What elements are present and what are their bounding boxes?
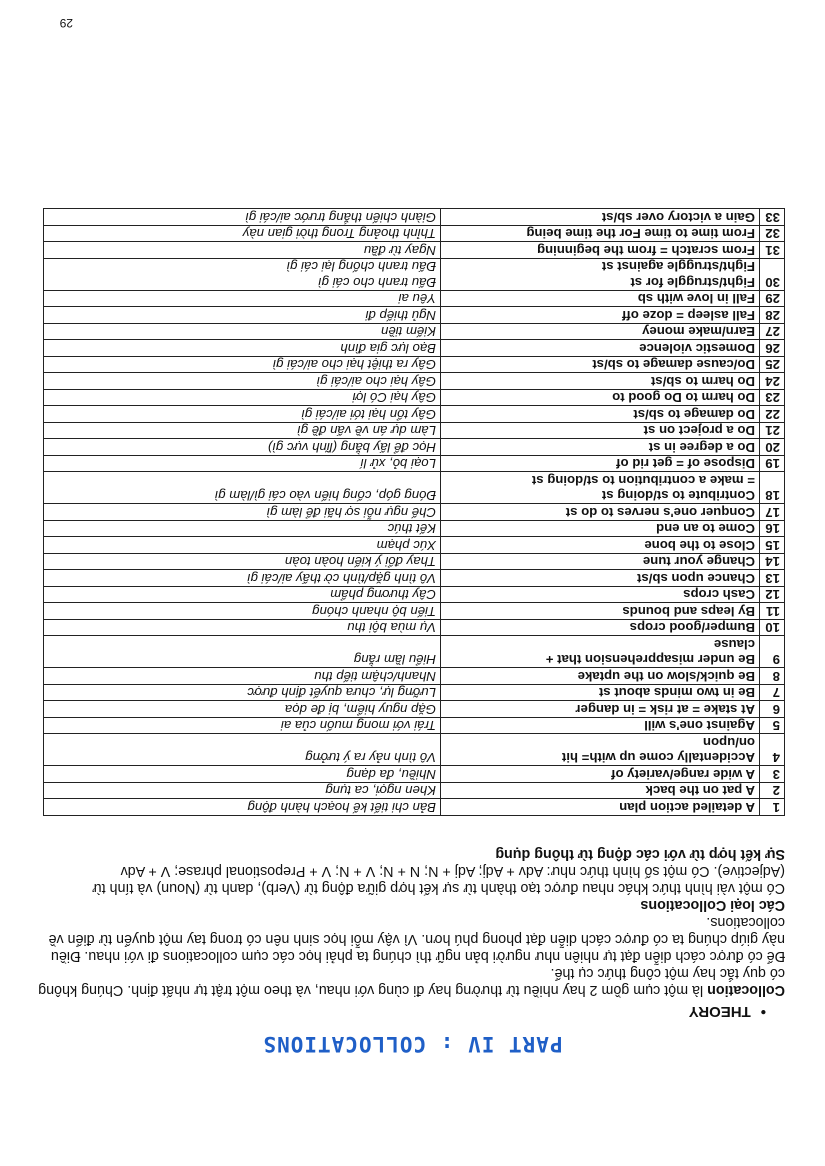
- collocation-table-body: [44, 209, 785, 816]
- table-row: [44, 587, 785, 604]
- collocation-vietnamese: [44, 570, 441, 587]
- collocation-vietnamese: [44, 685, 441, 702]
- collocation-english: [441, 291, 760, 308]
- collocation-english: [441, 521, 760, 538]
- collocation-vietnamese: [44, 423, 441, 440]
- collocation-english: [441, 390, 760, 407]
- vietnamese-line: Tiến bộ nhanh chóng: [312, 604, 436, 619]
- collocation-vietnamese: [44, 357, 441, 374]
- english-line: Come to an end: [656, 521, 755, 537]
- row-number: 32: [760, 226, 785, 243]
- row-number: 5: [760, 718, 785, 735]
- table-row: [44, 439, 785, 456]
- collocation-vietnamese: [44, 307, 441, 324]
- bullet-icon: •: [760, 1003, 766, 1020]
- row-number: 20: [760, 439, 785, 456]
- english-line: = make a contribution to st/doing st: [531, 473, 755, 488]
- page-number: 29: [59, 16, 73, 30]
- collocation-vietnamese: [44, 340, 441, 357]
- row-number: 18: [760, 472, 785, 504]
- english-line: Do harm to sb/st: [650, 374, 755, 389]
- collocation-table: [43, 209, 785, 817]
- collocation-vietnamese: [44, 587, 441, 604]
- english-line: Dispose of = get rid of: [616, 456, 755, 472]
- collocation-vietnamese: [44, 521, 441, 538]
- table-row: [44, 783, 785, 800]
- vietnamese-line: Khen ngợi, ca tụng: [325, 783, 436, 799]
- english-line: Gain a victory over sb/st: [601, 210, 755, 225]
- vietnamese-line: Kiếm tiền: [381, 324, 436, 340]
- collocation-vietnamese: [44, 620, 441, 637]
- collocation-english: [441, 357, 760, 374]
- collocation-vietnamese: [44, 390, 441, 407]
- vietnamese-line: Vô tình nảy ra ý tưởng: [305, 750, 436, 766]
- collocation-term: Collocation: [707, 982, 785, 998]
- vietnamese-line: Yêu ai: [398, 291, 436, 307]
- collocation-english: [441, 504, 760, 521]
- vietnamese-line: Gây ra thiệt hại cho ai/cái gì: [272, 357, 436, 373]
- collocation-vietnamese: [44, 456, 441, 473]
- english-line: From scratch = from the beginning: [537, 243, 755, 258]
- vietnamese-line: Xúc phạm: [376, 538, 436, 553]
- row-number: 12: [760, 587, 785, 604]
- intro-text: [37, 845, 785, 998]
- row-number: 13: [760, 570, 785, 587]
- english-line: A detailed action plan: [619, 800, 755, 815]
- vietnamese-line: Vô tình gặp/tình cờ thấy ai/cái gì: [246, 571, 436, 586]
- vietnamese-line: Trái với mong muốn của ai: [280, 718, 436, 734]
- table-row: [44, 734, 785, 766]
- collocation-english: [441, 799, 760, 816]
- english-line: A pat on the back: [645, 783, 755, 799]
- collocation-vietnamese: [44, 636, 441, 668]
- english-line: A wide range/variety of: [611, 767, 755, 782]
- collocation-vietnamese: [44, 291, 441, 308]
- english-line: Be in two minds about st: [598, 685, 755, 701]
- table-row: [44, 537, 785, 554]
- row-number: 26: [760, 340, 785, 357]
- english-line: Fight/struggle for st: [630, 275, 755, 290]
- vietnamese-line: Gây hại cho ai/cái gì: [316, 374, 436, 389]
- table-row: [44, 373, 785, 390]
- collocation-english: [441, 537, 760, 554]
- vietnamese-line: Chế ngự nỗi sợ hãi để làm gì: [266, 505, 436, 520]
- row-number: 22: [760, 406, 785, 423]
- collocation-english: [441, 734, 760, 766]
- table-row: [44, 226, 785, 243]
- row-number: 33: [760, 209, 785, 226]
- english-line: Do damage to sb/st: [633, 407, 755, 422]
- vietnamese-line: Đấu tranh cho cái gì: [317, 275, 436, 290]
- english-line: Chance upon sb/st: [637, 571, 755, 586]
- collocation-vietnamese: [44, 324, 441, 341]
- intro-paragraph-2: Để có được cách diễn đạt tự nhiên như người bản ngữ thì chúng ta phải học các cụm collocations đi với nhau. Điều này giúp chúng ta có được cách diễn đạt phong phú hơn. Vì vậy mỗi học sinh nên có trong tay một quyển từ điển về collocations.: [48, 914, 785, 964]
- collocation-vietnamese: [44, 209, 441, 226]
- english-line: Fall in love with sb: [637, 291, 755, 307]
- english-line: By leaps and bounds: [622, 604, 755, 619]
- english-line: Bumper/good crops: [629, 620, 755, 636]
- collocation-english: [441, 472, 760, 504]
- intro-paragraph-3: Có một vài hình thức khác nhau được tạo thành từ sự kết hợp giữa động từ (Verb), danh từ (Noun) và tính từ (Adjective). Có một số hình thức như: Adv + Adj; Adj + N; N + N; V + N; V + Prepostional phrase; V + Adv: [92, 863, 785, 896]
- row-number: 21: [760, 423, 785, 440]
- vietnamese-line: Đấu tranh chống lại cái gì: [286, 259, 436, 275]
- collocation-vietnamese: [44, 259, 441, 291]
- collocation-english: [441, 209, 760, 226]
- english-line: Fall asleep = doze off: [621, 308, 755, 323]
- vietnamese-line: Gây hại Có lợi: [352, 390, 436, 406]
- vietnamese-line: Hiểu lầm rằng: [353, 652, 436, 668]
- row-number: 4: [760, 734, 785, 766]
- english-line: clause: [713, 637, 755, 652]
- table-row: [44, 554, 785, 571]
- collocation-vietnamese: [44, 472, 441, 504]
- table-row: [44, 472, 785, 504]
- collocation-english: [441, 766, 760, 783]
- row-number: 16: [760, 521, 785, 538]
- row-number: 6: [760, 701, 785, 718]
- english-line: Be under misapprehension that +: [545, 652, 755, 668]
- table-row: [44, 799, 785, 816]
- table-row: [44, 357, 785, 374]
- vietnamese-line: Làm dự án về vấn đề gì: [297, 423, 436, 439]
- vietnamese-line: Vụ mùa bội thu: [347, 620, 436, 636]
- vietnamese-line: Ngay từ đầu: [363, 243, 436, 258]
- collocation-english: [441, 226, 760, 243]
- row-number: 19: [760, 456, 785, 473]
- row-number: 2: [760, 783, 785, 800]
- row-number: 3: [760, 766, 785, 783]
- collocation-english: [441, 439, 760, 456]
- collocation-vietnamese: [44, 603, 441, 620]
- english-line: Domestic violence: [639, 341, 755, 356]
- table-row: [44, 521, 785, 538]
- row-number: 31: [760, 242, 785, 259]
- english-line: Do a project on st: [643, 423, 755, 439]
- collocation-english: [441, 570, 760, 587]
- vietnamese-line: Gặp nguy hiểm, bị đe dọa: [284, 702, 436, 717]
- english-line: From time to time For the time being: [526, 226, 755, 242]
- collocation-vietnamese: [44, 799, 441, 816]
- vietnamese-line: Cây thương phẩm: [330, 587, 436, 603]
- table-row: [44, 668, 785, 685]
- english-line: Close to the bone: [644, 538, 755, 553]
- vietnamese-line: Loại bỏ, xử lí: [360, 456, 436, 472]
- collocation-vietnamese: [44, 373, 441, 390]
- collocation-vietnamese: [44, 554, 441, 571]
- theory-heading: [689, 1003, 766, 1020]
- intro-paragraph-1: [37, 964, 785, 998]
- collocation-english: [441, 307, 760, 324]
- english-line: Do/cause damage to sb/st: [592, 357, 755, 373]
- collocation-vietnamese: [44, 226, 441, 243]
- vietnamese-line: Thỉnh thoảng Trong thời gian này: [242, 226, 436, 242]
- row-number: 9: [760, 636, 785, 668]
- english-line: Against one's will: [644, 718, 755, 734]
- collocation-vietnamese: [44, 242, 441, 259]
- row-number: 28: [760, 307, 785, 324]
- vietnamese-line: Bạo lực gia đình: [340, 341, 436, 356]
- collocation-english: [441, 456, 760, 473]
- collocation-english: [441, 636, 760, 668]
- table-row: [44, 423, 785, 440]
- row-number: 11: [760, 603, 785, 620]
- vietnamese-line: Học để lấy bằng (lĩnh vực gì): [267, 440, 436, 455]
- collocation-english: [441, 587, 760, 604]
- collocation-english: [441, 685, 760, 702]
- collocation-vietnamese: [44, 439, 441, 456]
- table-row: [44, 324, 785, 341]
- table-row: [44, 685, 785, 702]
- collocation-vietnamese: [44, 406, 441, 423]
- collocation-vietnamese: [44, 537, 441, 554]
- collocation-english: [441, 668, 760, 685]
- row-number: 25: [760, 357, 785, 374]
- collocation-english: [441, 423, 760, 440]
- row-number: 8: [760, 668, 785, 685]
- collocation-vietnamese: [44, 504, 441, 521]
- table-row: [44, 242, 785, 259]
- collocation-vietnamese: [44, 734, 441, 766]
- row-number: 10: [760, 620, 785, 637]
- table-row: [44, 636, 785, 668]
- row-number: 30: [760, 259, 785, 291]
- collocation-vietnamese: [44, 718, 441, 735]
- table-row: [44, 390, 785, 407]
- vietnamese-line: Kết thúc: [387, 521, 436, 537]
- collocation-vietnamese: [44, 766, 441, 783]
- english-line: Do a degree in st: [648, 440, 755, 455]
- english-line: Fight/struggle against st: [601, 259, 755, 275]
- collocation-english: [441, 259, 760, 291]
- row-number: 27: [760, 324, 785, 341]
- collocation-english: [441, 406, 760, 423]
- table-row: [44, 406, 785, 423]
- table-row: [44, 570, 785, 587]
- vietnamese-line: Đóng góp, cống hiến vào cái gì/làm gì: [214, 488, 436, 504]
- collocation-vietnamese: [44, 701, 441, 718]
- english-line: Be quick/slow on the uptake: [577, 669, 755, 684]
- collocation-english: [441, 554, 760, 571]
- table-row: [44, 766, 785, 783]
- intro-paragraph-1-text: là một cụm gồm 2 hay nhiều từ thường hay đi cùng với nhau, và theo một trật tự nhất định. Chúng không có quy tắc hay một công thức cụ thể.: [38, 965, 785, 998]
- english-line: Contribute to st/doing st: [601, 488, 755, 504]
- vietnamese-line: Thay đổi ý kiến hoàn toàn: [284, 554, 436, 570]
- row-number: 24: [760, 373, 785, 390]
- collocation-vietnamese: [44, 783, 441, 800]
- collocation-english: [441, 324, 760, 341]
- table-row: [44, 340, 785, 357]
- table-row: [44, 209, 785, 226]
- english-line: Earn/make money: [642, 324, 755, 340]
- english-line: At stake = at risk = in danger: [575, 702, 755, 717]
- vietnamese-line: Nhanh/chậm tiếp thu: [314, 669, 436, 684]
- table-row: [44, 456, 785, 473]
- row-number: 23: [760, 390, 785, 407]
- table-row: [44, 291, 785, 308]
- english-line: Do harm to Do good to: [612, 390, 755, 406]
- table-row: [44, 504, 785, 521]
- table-heading: Sự kết hợp từ với các động từ thông dụng: [495, 846, 785, 862]
- row-number: 17: [760, 504, 785, 521]
- vietnamese-line: Nhiều, đa dạng: [346, 767, 436, 782]
- table-row: [44, 307, 785, 324]
- collocation-english: [441, 783, 760, 800]
- collocation-english: [441, 340, 760, 357]
- collocation-english: [441, 701, 760, 718]
- vietnamese-line: Lưỡng lự, chưa quyết định được: [247, 685, 436, 701]
- row-number: 29: [760, 291, 785, 308]
- vietnamese-line: Gây tổn hại tới ai/cái gì: [301, 407, 436, 422]
- english-line: Accidentally come up with= hit: [561, 750, 755, 766]
- english-line: Change your tune: [642, 554, 755, 570]
- vietnamese-line: Ngủ thiếp đi: [365, 308, 436, 323]
- collocation-english: [441, 373, 760, 390]
- english-line: Cash crops: [683, 587, 755, 603]
- collocation-types-heading: Các loại Collocations: [640, 897, 785, 913]
- table-row: [44, 718, 785, 735]
- table-row: [44, 620, 785, 637]
- collocation-english: [441, 718, 760, 735]
- theory-heading-text: THEORY: [688, 1003, 751, 1020]
- vietnamese-line: Bản chi tiết kế hoạch hành động: [247, 800, 436, 815]
- row-number: 14: [760, 554, 785, 571]
- english-line: Conquer one's nerves to do st: [565, 505, 755, 520]
- collocation-english: [441, 242, 760, 259]
- table-row: [44, 259, 785, 291]
- english-line: on/upon: [703, 735, 755, 750]
- table-row: [44, 701, 785, 718]
- row-number: 7: [760, 685, 785, 702]
- vietnamese-line: Giành chiến thắng trước ai/cái gì: [245, 210, 436, 225]
- table-row: [44, 603, 785, 620]
- row-number: 1: [760, 799, 785, 816]
- collocation-english: [441, 603, 760, 620]
- collocation-vietnamese: [44, 668, 441, 685]
- page-title: PART IV : COLLOCATIONS: [262, 1032, 563, 1056]
- collocation-english: [441, 620, 760, 637]
- row-number: 15: [760, 537, 785, 554]
